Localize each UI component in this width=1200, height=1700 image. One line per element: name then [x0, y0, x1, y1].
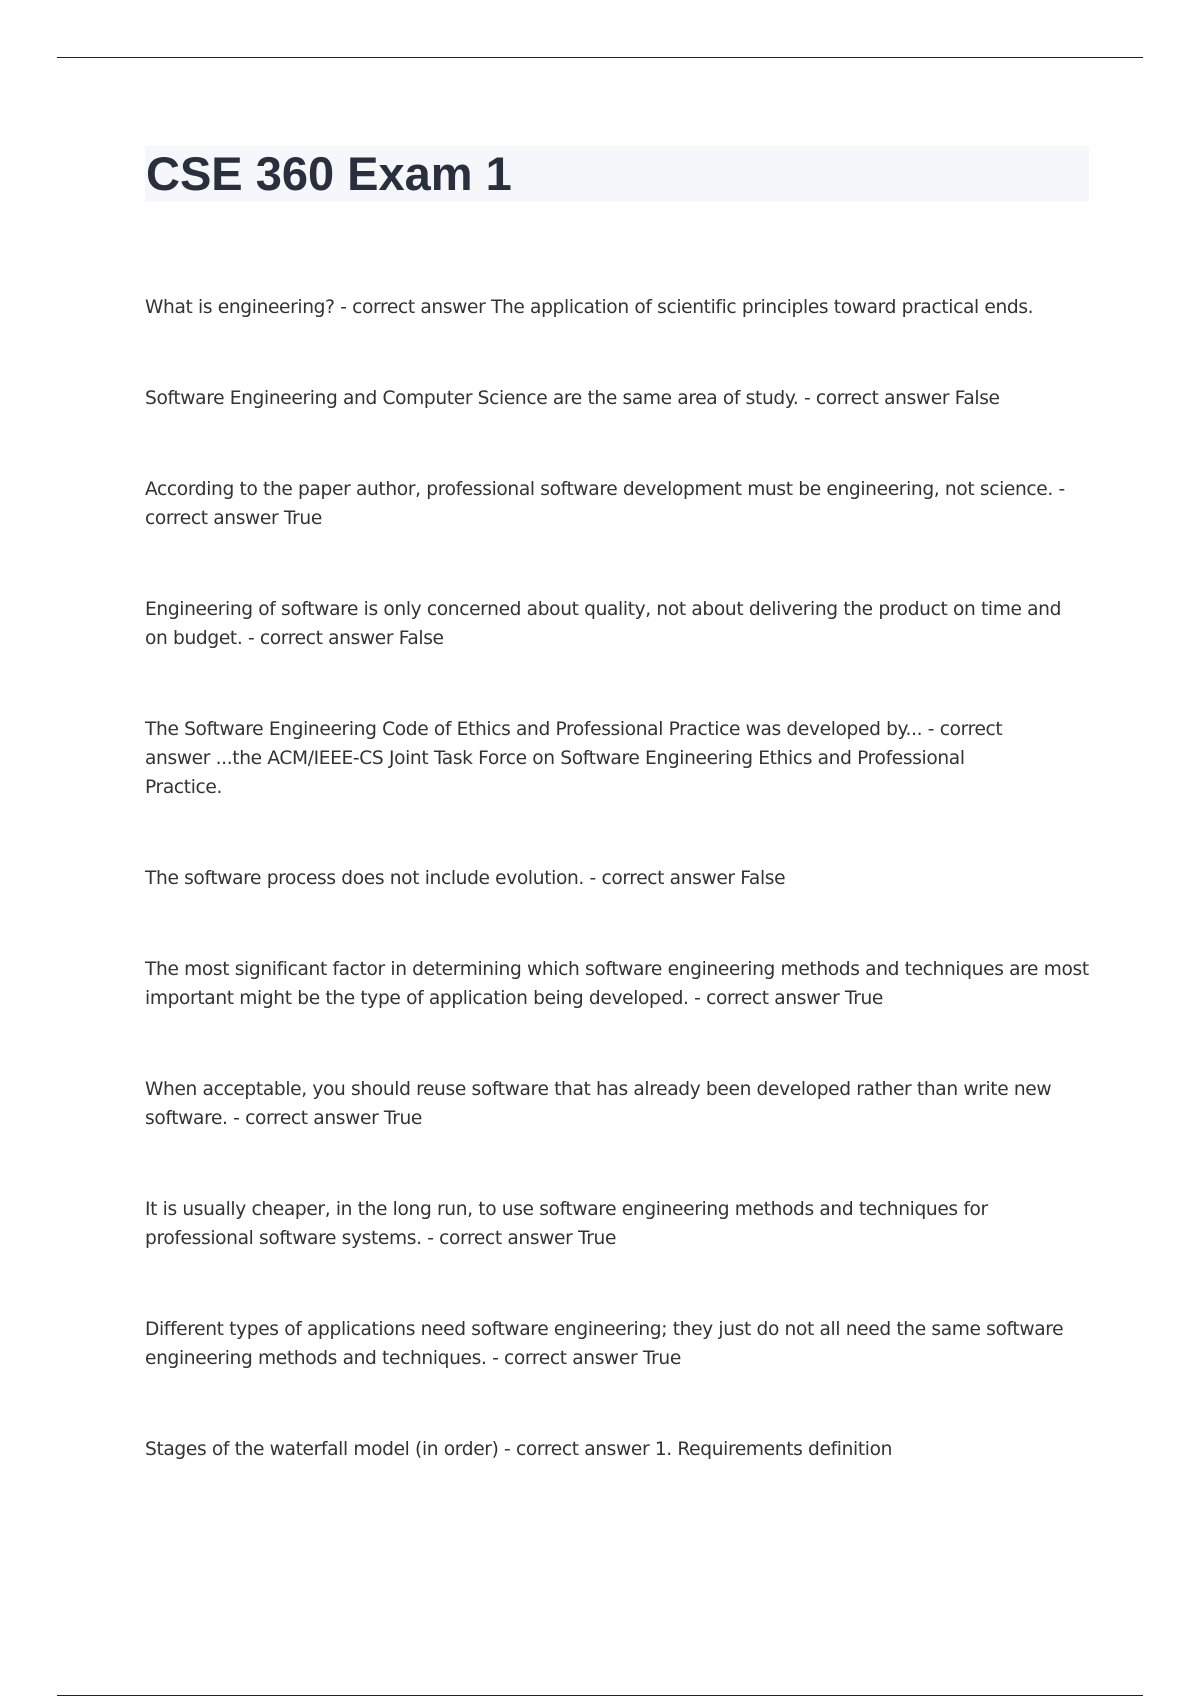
- qa-item: The most significant factor in determining which software engineering methods and techniques are most important might be the type of application being developed. - correct answer True: [145, 959, 1089, 1009]
- qa-item: Stages of the waterfall model (in order) - correct answer 1. Requirements definition: [145, 1439, 893, 1460]
- page-title: CSE 360 Exam 1: [146, 147, 512, 200]
- qa-item: Engineering of software is only concerned about quality, not about delivering the product on time and on budget. - correct answer False: [145, 599, 1062, 649]
- qa-item: Software Engineering and Computer Science are the same area of study. - correct answer False: [145, 388, 1000, 409]
- bottom-divider: [57, 1695, 1143, 1696]
- qa-item: The Software Engineering Code of Ethics and Professional Practice was developed by... - correct answer ...the ACM/IEEE-CS Joint Task Force on Software Engineering Ethics and Professional Practice.: [145, 719, 1003, 798]
- qa-list: [145, 293, 1095, 1526]
- qa-item: It is usually cheaper, in the long run, to use software engineering methods and techniques for professional software systems. - correct answer True: [145, 1199, 988, 1249]
- top-divider: [57, 57, 1143, 58]
- qa-item: When acceptable, you should reuse software that has already been developed rather than write new software. - correct answer True: [145, 1079, 1052, 1129]
- qa-item: The software process does not include evolution. - correct answer False: [145, 868, 786, 889]
- qa-item: According to the paper author, professional software development must be engineering, not science. - correct answer True: [145, 479, 1065, 529]
- qa-item: What is engineering? - correct answer The application of scientific principles toward practical ends.: [145, 297, 1034, 318]
- qa-item: Different types of applications need software engineering; they just do not all need the same software engineering methods and techniques. - correct answer True: [145, 1319, 1064, 1369]
